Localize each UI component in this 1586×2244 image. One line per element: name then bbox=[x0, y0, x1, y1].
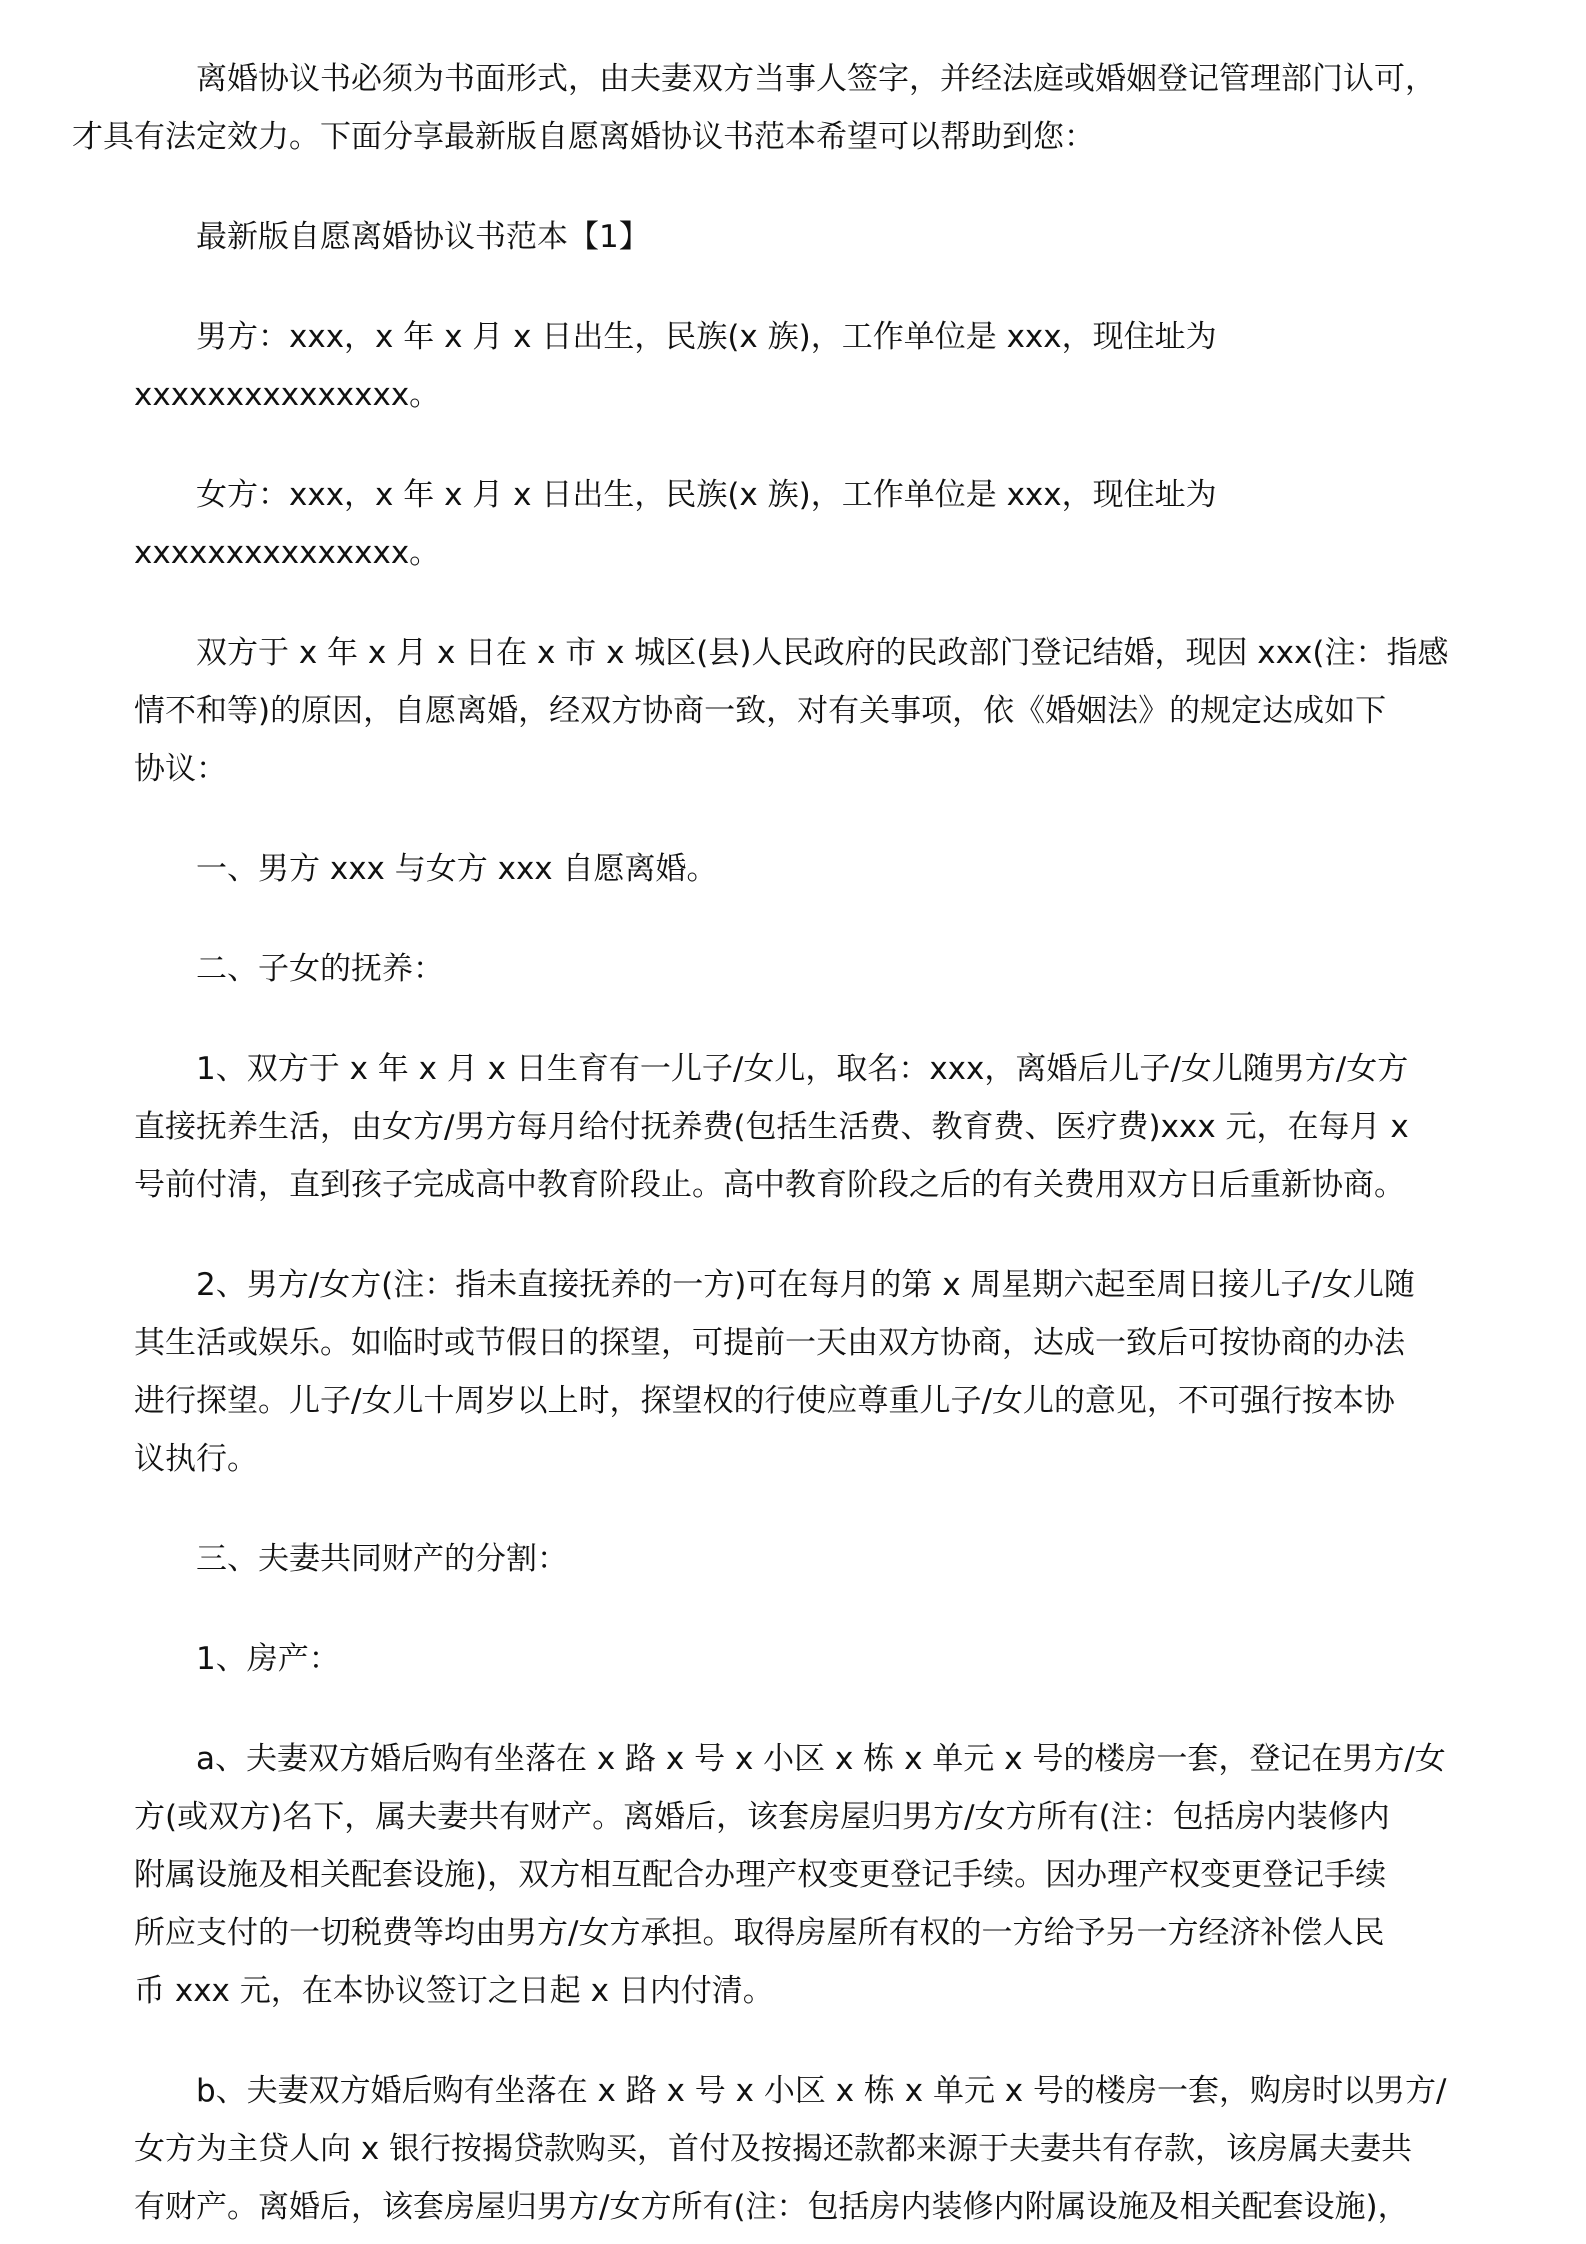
paragraph-title bbox=[134, 208, 1466, 266]
paragraph-intro bbox=[72, 50, 1466, 166]
text-line: xxxxxxxxxxxxxxx。 bbox=[134, 377, 441, 413]
paragraph-clause-2-2 bbox=[134, 1256, 1466, 1488]
text-line: 三、夫妻共同财产的分割： bbox=[196, 1541, 568, 1577]
text-line: 进行探望。儿子/女儿十周岁以上时，探望权的行使应尊重儿子/女儿的意见，不可强行按本协 bbox=[134, 1383, 1395, 1419]
paragraph-female bbox=[134, 466, 1466, 582]
paragraph-male bbox=[134, 308, 1466, 424]
text-line: 女方：xxx，x 年 x 月 x 日出生，民族(x 族)，工作单位是 xxx，现住址为 bbox=[196, 477, 1217, 513]
paragraph-clause-3-1a bbox=[134, 1730, 1466, 2020]
paragraph-clause-2-1 bbox=[134, 1040, 1466, 1214]
paragraph-clause-2 bbox=[134, 940, 1466, 998]
text-line: 二、子女的抚养： bbox=[196, 951, 444, 987]
text-line: 币 xxx 元，在本协议签订之日起 x 日内付清。 bbox=[134, 1973, 774, 2009]
text-line: xxxxxxxxxxxxxxx。 bbox=[134, 535, 441, 571]
text-line: 议执行。 bbox=[134, 1441, 258, 1477]
paragraph-preamble bbox=[134, 624, 1466, 798]
text-line: 其生活或娱乐。如临时或节假日的探望，可提前一天由双方协商，达成一致后可按协商的办法 bbox=[134, 1325, 1405, 1361]
text-line: 才具有法定效力。下面分享最新版自愿离婚协议书范本希望可以帮助到您： bbox=[72, 119, 1095, 155]
text-line: 情不和等)的原因，自愿离婚，经双方协商一致，对有关事项，依《婚姻法》的规定达成如下 bbox=[134, 693, 1387, 729]
text-line: 一、男方 xxx 与女方 xxx 自愿离婚。 bbox=[196, 851, 718, 887]
paragraph-clause-3-1 bbox=[134, 1630, 1466, 1688]
text-line: 所应支付的一切税费等均由男方/女方承担。取得房屋所有权的一方给予另一方经济补偿人民 bbox=[134, 1915, 1385, 1951]
text-line: 1、房产： bbox=[196, 1641, 340, 1677]
paragraph-clause-3 bbox=[134, 1530, 1466, 1588]
text-line: 附属设施及相关配套设施)，双方相互配合办理产权变更登记手续。因办理产权变更登记手续 bbox=[134, 1857, 1387, 1893]
text-line: 1、双方于 x 年 x 月 x 日生育有一儿子/女儿，取名：xxx，离婚后儿子/女儿随男方/女方 bbox=[196, 1051, 1409, 1087]
paragraph-clause-1 bbox=[134, 840, 1466, 898]
text-line: a、夫妻双方婚后购有坐落在 x 路 x 号 x 小区 x 栋 x 单元 x 号的楼房一套，登记在男方/女 bbox=[196, 1741, 1446, 1777]
text-line: 号前付清，直到孩子完成高中教育阶段止。高中教育阶段之后的有关费用双方日后重新协商。 bbox=[134, 1167, 1405, 1203]
text-line: 有财产。离婚后，该套房屋归男方/女方所有(注：包括房内装修内附属设施及相关配套设施)， bbox=[134, 2189, 1409, 2225]
text-line: 男方：xxx，x 年 x 月 x 日出生，民族(x 族)，工作单位是 xxx，现住址为 bbox=[196, 319, 1217, 355]
paragraph-clause-3-1b bbox=[134, 2062, 1466, 2236]
text-line: b、夫妻双方婚后购有坐落在 x 路 x 号 x 小区 x 栋 x 单元 x 号的楼房一套，购房时以男方/ bbox=[196, 2073, 1447, 2109]
text-line: 女方为主贷人向 x 银行按揭贷款购买，首付及按揭还款都来源于夫妻共有存款，该房属夫妻共 bbox=[134, 2131, 1413, 2167]
text-line: 双方于 x 年 x 月 x 日在 x 市 x 城区(县)人民政府的民政部门登记结婚，现因 xxx(注：指感 bbox=[196, 635, 1449, 671]
text-line: 直接抚养生活，由女方/男方每月给付抚养费(包括生活费、教育费、医疗费)xxx 元，在每月 x bbox=[134, 1109, 1409, 1145]
text-line: 方(或双方)名下，属夫妻共有财产。离婚后，该套房屋归男方/女方所有(注：包括房内装修内 bbox=[134, 1799, 1390, 1835]
text-line: 离婚协议书必须为书面形式，由夫妻双方当事人签字，并经法庭或婚姻登记管理部门认可， bbox=[196, 61, 1436, 97]
text-line: 最新版自愿离婚协议书范本【1】 bbox=[196, 219, 650, 255]
text-line: 2、男方/女方(注：指未直接抚养的一方)可在每月的第 x 周星期六起至周日接儿子/女儿随 bbox=[196, 1267, 1415, 1303]
text-line: 协议： bbox=[134, 751, 227, 787]
